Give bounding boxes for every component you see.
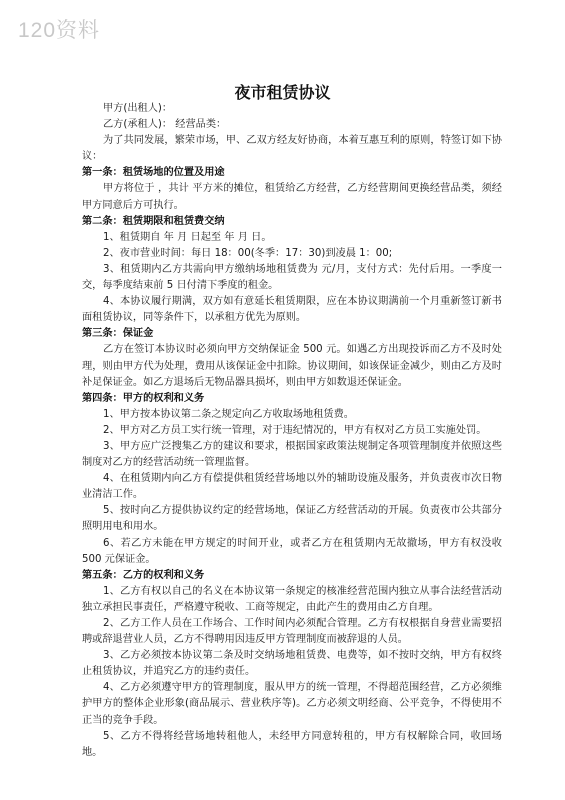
section-heading: 第四条：甲方的权利和义务	[82, 392, 205, 404]
section-paragraph: 2、甲方对乙方员工实行统一管理，对于违纪情况的，甲方有权对乙方员工实施处罚。	[103, 424, 487, 436]
party-b-line: 乙方(承租人)： 经营品类：	[103, 119, 227, 131]
watermark-text: 120资料	[18, 19, 101, 42]
section-paragraph: 4、在租赁期内向乙方有偿提供租赁经营场地以外的辅助设施及服务，并负责夜市次日物业清洁工作。	[82, 473, 502, 501]
section-paragraph: 3、甲方应广泛搜集乙方的建议和要求，根据国家政策法规制定各项管理制度并依照这些制度对乙方的经营活动统一管理监督。	[82, 440, 502, 469]
section-heading: 第五条：乙方的权利和义务	[82, 569, 205, 581]
section-paragraph: 3、乙方必须按本协议第二条及时交纳场地租赁费、电费等，如不按时交纳，甲方有权终止租赁协议，并追究乙方的违约责任。	[82, 650, 502, 678]
section-paragraph: 5、乙方不得将经营场地转租他人，未经甲方同意转租的，甲方有权解除合同，收回场地。	[82, 730, 502, 758]
party-a-line: 甲方(出租人)：	[103, 103, 173, 114]
section-paragraph: 1、甲方按本协议第二条之规定向乙方收取场地租赁费。	[103, 408, 354, 420]
section-paragraph: 4、乙方必须遵守甲方的管理制度，服从甲方的统一管理，不得超范围经营，乙方必须维护甲方的整体企业形象(商品展示、营业秩序等)。乙方必须文明经商、公平竞争，不得使用不正当的竞争手段。	[82, 682, 502, 726]
section-paragraph: 1、租赁期自 年 月 日起至 年 月 日。	[103, 231, 272, 243]
section-heading: 第三条：保证金	[82, 328, 154, 340]
document-body	[82, 101, 502, 761]
section-paragraph: 1、乙方有权以自己的名义在本协议第一条规定的核准经营范围内独立从事合法经营活动独立承担民事责任，严格遵守税收、工商等规定，由此产生的费用由乙方自理。	[82, 585, 502, 613]
preamble: 为了共同发展，繁荣市场，甲、乙双方经友好协商，本着互惠互利的原则，特签订如下协议：	[82, 135, 502, 163]
section-heading: 第一条：租赁场地的位置及用途	[82, 167, 225, 179]
document-title: 夜市租赁协议	[234, 83, 331, 102]
section-paragraph: 2、乙方工作人员在工作场合、工作时间内必须配合管理。乙方有权根据自身营业需要招聘或辞退营业人员，乙方不得聘用因违反甲方管理制度而被辞退的人员。	[82, 618, 502, 646]
section-paragraph: 乙方在签订本协议时必须向甲方交纳保证金 500 元。如遇乙方出现投诉而乙方不及时处理，则由甲方代为处理，费用从该保证金中扣除。协议期间，如该保证金减少，则由乙方及时补足保证金。如乙方退场后无物品器具损坏，则由甲方如数退还保证金。	[82, 344, 502, 388]
section-paragraph: 3、租赁期内乙方共需向甲方缴纳场地租赁费为 元/月，支付方式：先付后用。一季度一交，每季度结束前 5 日付清下季度的租金。	[82, 263, 502, 292]
section-paragraph: 甲方将位于 ，共计 平方米的摊位，租赁给乙方经营，乙方经营期间更换经营品类，须经甲方同意后方可执行。	[82, 183, 502, 211]
section-paragraph: 6、若乙方未能在甲方规定的时间开业，或者乙方在租赁期内无故撤场，甲方有权没收 500 元保证金。	[82, 537, 502, 565]
section-paragraph: 5、按时向乙方提供协议约定的经营场地，保证乙方经营活动的开展。负责夜市公共部分照明用电和用水。	[82, 505, 502, 533]
section-paragraph: 4、本协议履行期满，双方如有意延长租赁期限，应在本协议期满前一个月重新签订新书面租赁协议，同等条件下，以承租方优先为原则。	[82, 296, 502, 324]
section-heading: 第二条：租赁期限和租赁费交纳	[82, 215, 225, 227]
section-paragraph: 2、夜市营业时间：每日 18：00(冬季：17：30)到凌晨 1：00;	[103, 247, 393, 259]
